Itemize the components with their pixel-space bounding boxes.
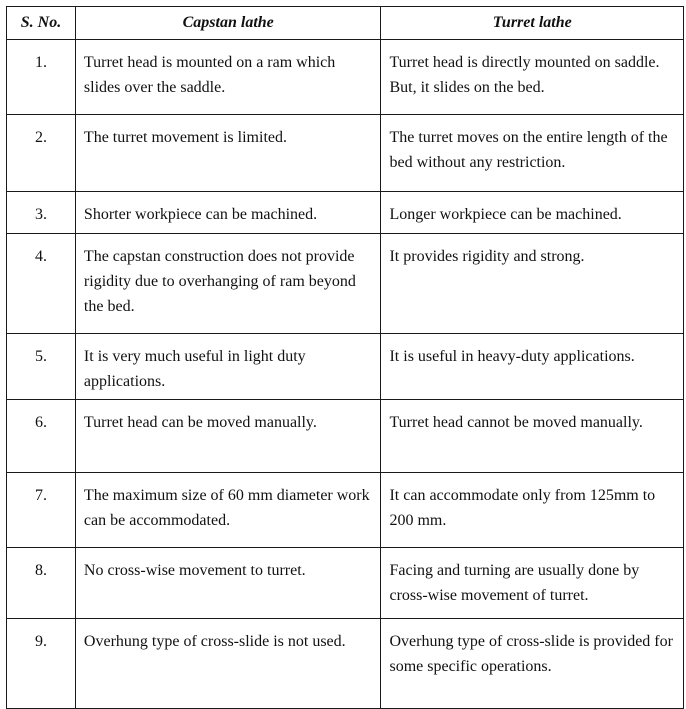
table-row (7, 619, 684, 709)
table-row (7, 192, 684, 234)
table-row (7, 400, 684, 473)
table-row (7, 548, 684, 619)
turret-cell: Overhung type of cross-slide is provided for some specific operations. (381, 619, 684, 709)
capstan-cell: The turret movement is limited. (75, 115, 381, 192)
turret-cell: It can accommodate only from 125mm to 200 mm. (381, 473, 684, 548)
serial-number-cell: 9. (7, 619, 76, 709)
table-row (7, 234, 684, 334)
turret-cell: Turret head cannot be moved manually. (381, 400, 684, 473)
turret-cell: The turret moves on the entire length of the bed without any restriction. (381, 115, 684, 192)
capstan-cell: It is very much useful in light duty applications. (75, 334, 381, 400)
serial-number-cell: 6. (7, 400, 76, 473)
table-header-row (7, 7, 684, 40)
capstan-cell: Overhung type of cross-slide is not used. (75, 619, 381, 709)
serial-number-cell: 3. (7, 192, 76, 234)
turret-cell: Turret head is directly mounted on saddle. But, it slides on the bed. (381, 40, 684, 115)
capstan-cell: Turret head can be moved manually. (75, 400, 381, 473)
serial-number-cell: 7. (7, 473, 76, 548)
serial-number-cell: 1. (7, 40, 76, 115)
table-row (7, 473, 684, 548)
header-turret-lathe: Turret lathe (381, 7, 684, 40)
turret-cell: It provides rigidity and strong. (381, 234, 684, 334)
turret-cell: Longer workpiece can be machined. (381, 192, 684, 234)
serial-number-cell: 4. (7, 234, 76, 334)
capstan-cell: Turret head is mounted on a ram which slides over the saddle. (75, 40, 381, 115)
serial-number-cell: 2. (7, 115, 76, 192)
header-capstan-lathe: Capstan lathe (75, 7, 381, 40)
serial-number-cell: 8. (7, 548, 76, 619)
table-row (7, 115, 684, 192)
capstan-cell: No cross-wise movement to turret. (75, 548, 381, 619)
table-row (7, 334, 684, 400)
comparison-table (6, 6, 684, 709)
table-row (7, 40, 684, 115)
turret-cell: It is useful in heavy-duty applications. (381, 334, 684, 400)
capstan-cell: The capstan construction does not provide rigidity due to overhanging of ram beyond the bed. (75, 234, 381, 334)
capstan-cell: The maximum size of 60 mm diameter work can be accommodated. (75, 473, 381, 548)
header-serial-number: S. No. (7, 7, 76, 40)
serial-number-cell: 5. (7, 334, 76, 400)
turret-cell: Facing and turning are usually done by cross-wise movement of turret. (381, 548, 684, 619)
capstan-cell: Shorter workpiece can be machined. (75, 192, 381, 234)
